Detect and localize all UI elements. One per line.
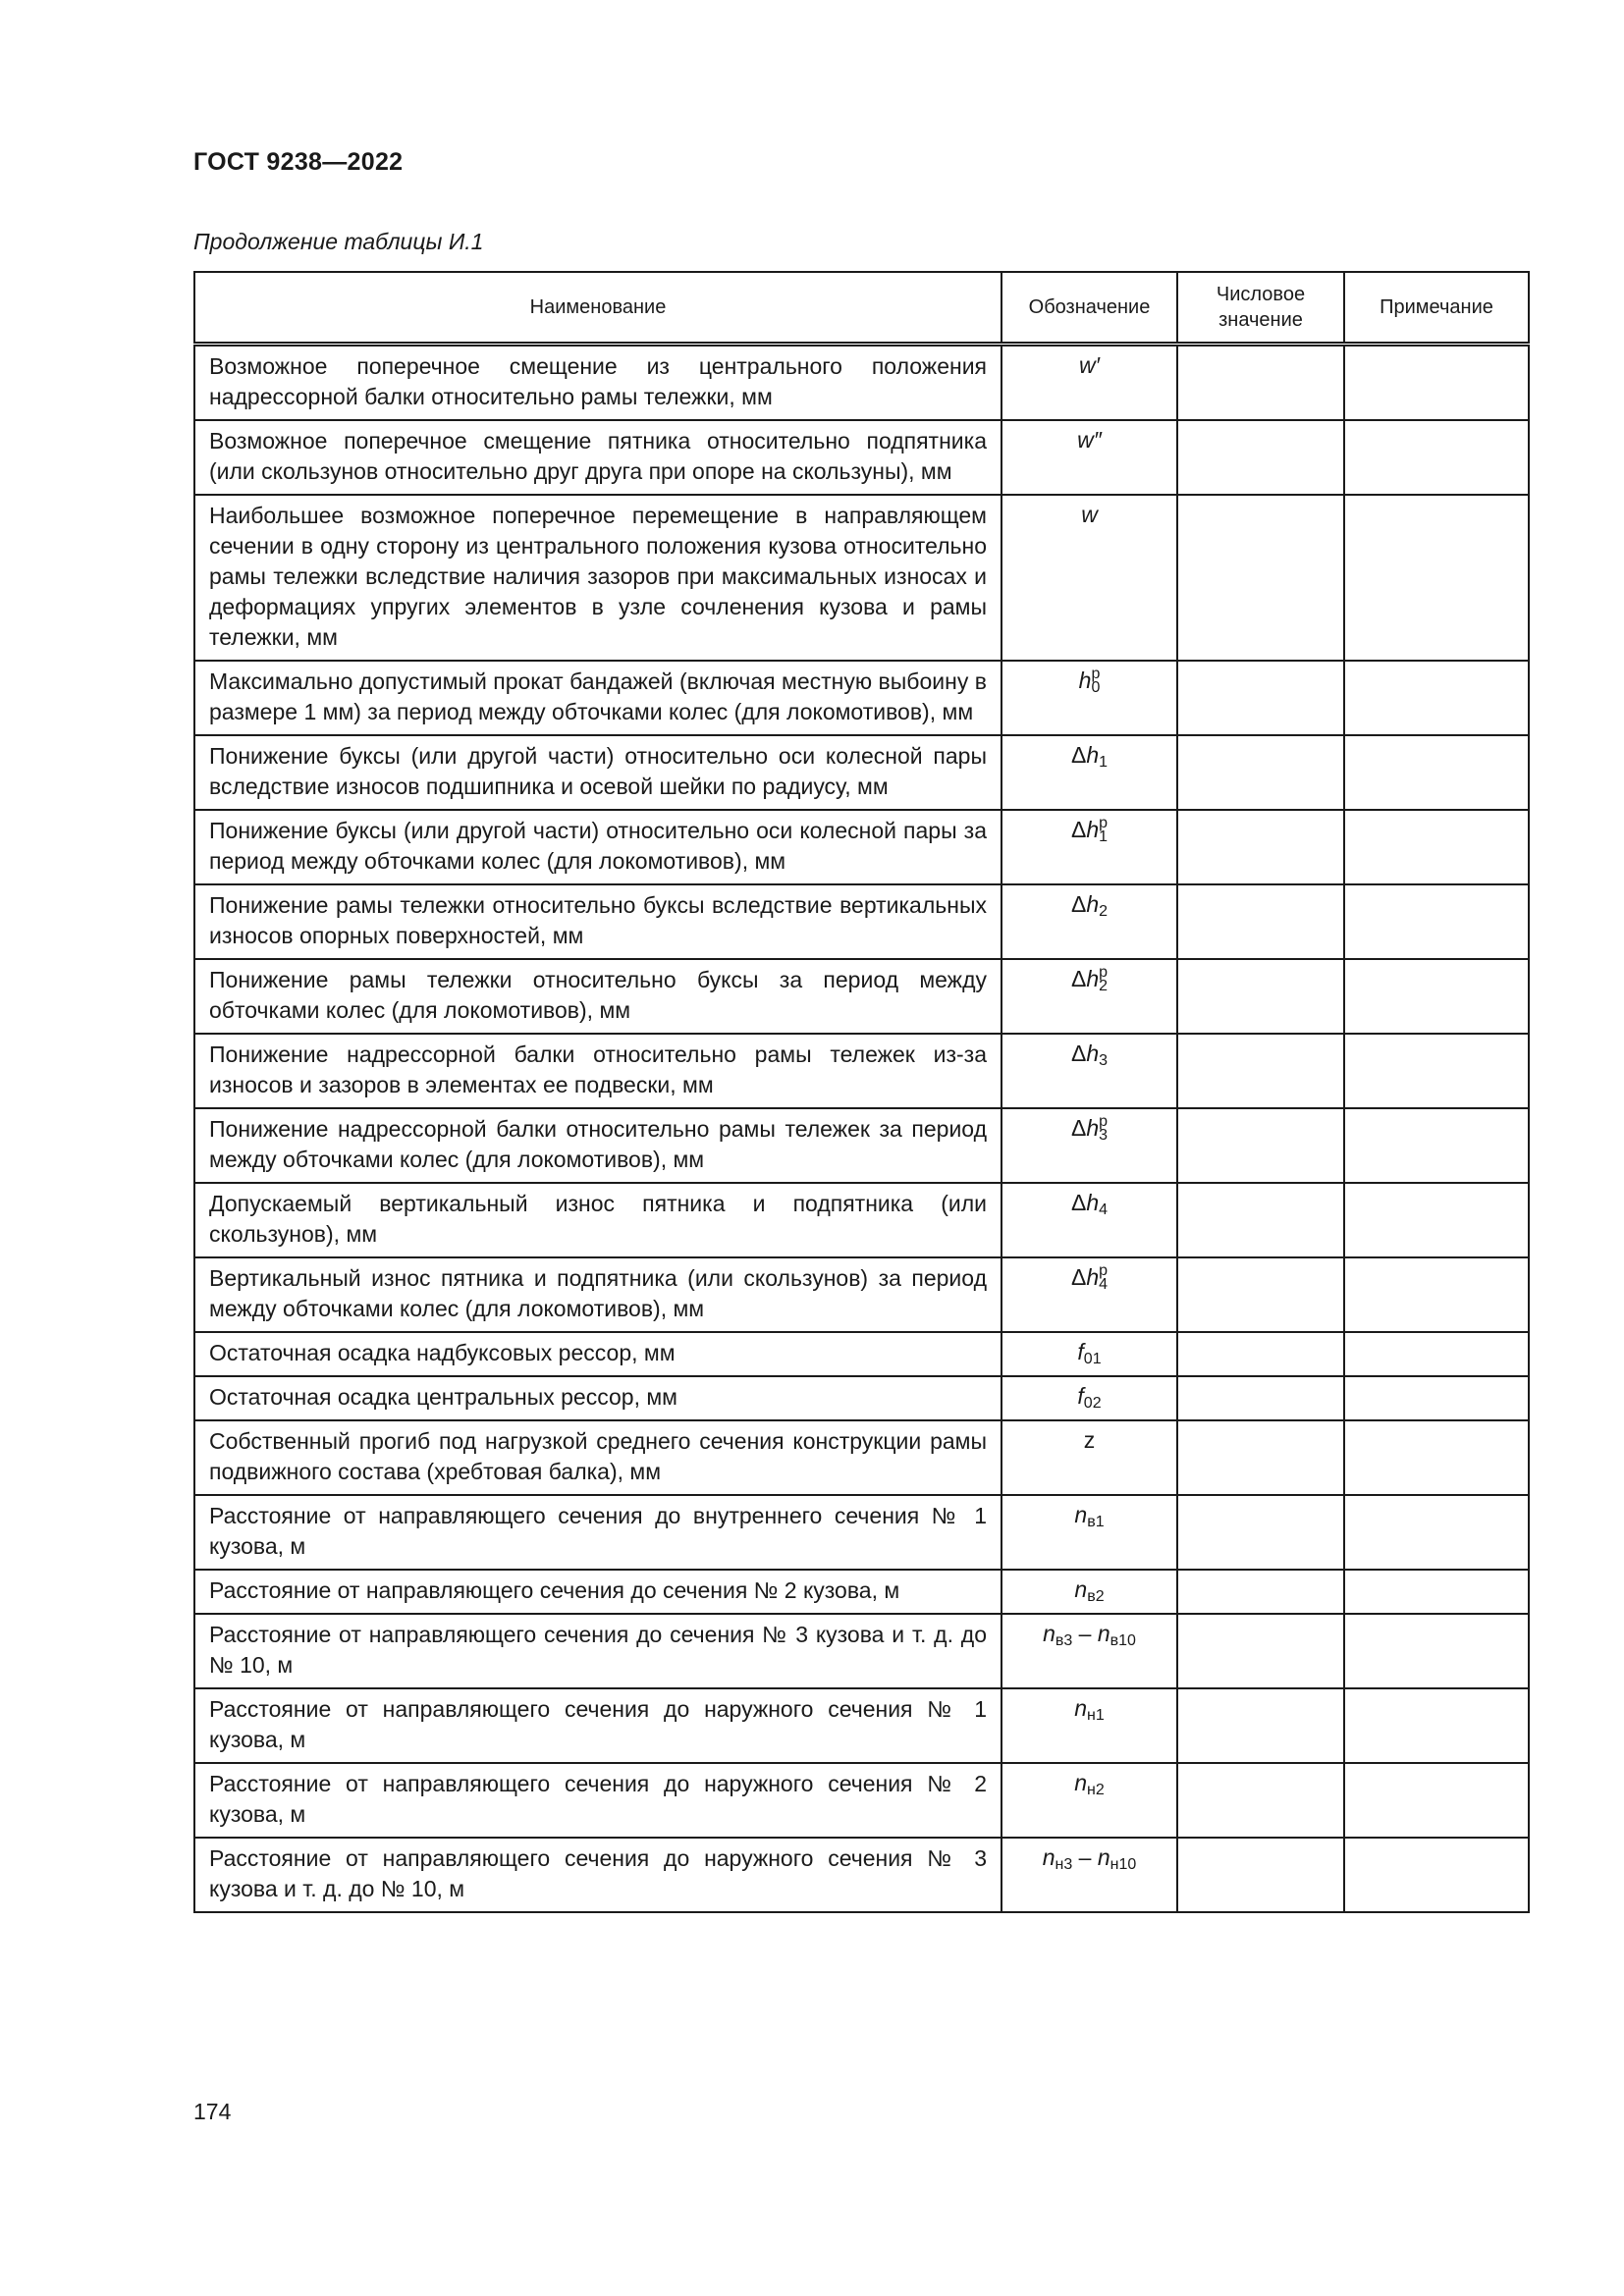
designation-subscript: в10 bbox=[1110, 1632, 1136, 1649]
parameter-name: Расстояние от направляющего сечения до наружного сечения № 2 кузова, м bbox=[194, 1763, 1001, 1838]
designation-symbol: f bbox=[1077, 1383, 1084, 1409]
document-code: ГОСТ 9238—2022 bbox=[193, 148, 404, 176]
table-row bbox=[194, 1332, 1529, 1376]
designation-subscript: в1 bbox=[1087, 1514, 1105, 1530]
parameter-designation bbox=[1001, 1108, 1177, 1183]
designation-symbol: n bbox=[1074, 1576, 1088, 1602]
designation-subscript: 2 bbox=[1099, 978, 1109, 994]
designation-indices bbox=[1099, 1115, 1108, 1143]
table-row bbox=[194, 810, 1529, 884]
designation-subscript: н10 bbox=[1110, 1856, 1137, 1873]
numeric-value-cell bbox=[1177, 1257, 1344, 1332]
table-row bbox=[194, 735, 1529, 810]
parameter-designation bbox=[1001, 1376, 1177, 1420]
parameter-name: Максимально допустимый прокат бандажей (включая местную выбоину в размере 1 мм) за период между обточками колес (для локомотивов), мм bbox=[194, 661, 1001, 735]
parameter-designation bbox=[1001, 1838, 1177, 1912]
note-cell bbox=[1344, 345, 1529, 421]
table-row bbox=[194, 345, 1529, 421]
note-cell bbox=[1344, 810, 1529, 884]
table-row bbox=[194, 1257, 1529, 1332]
designation-symbol: h bbox=[1086, 1041, 1100, 1066]
note-cell bbox=[1344, 1614, 1529, 1688]
parameter-name: Вертикальный износ пятника и подпятника (или скользунов) за период между обточками колес (для локомотивов), мм bbox=[194, 1257, 1001, 1332]
parameter-designation bbox=[1001, 345, 1177, 421]
note-cell bbox=[1344, 735, 1529, 810]
designation-symbol: n bbox=[1074, 1695, 1088, 1721]
note-cell bbox=[1344, 661, 1529, 735]
parameter-name: Понижение рамы тележки относительно буксы вследствие вертикальных износов опорных поверхностей, мм bbox=[194, 884, 1001, 959]
designation-subscript: н2 bbox=[1087, 1782, 1105, 1798]
parameter-designation bbox=[1001, 884, 1177, 959]
note-cell bbox=[1344, 1108, 1529, 1183]
designation-superscript: р bbox=[1091, 666, 1101, 682]
designation-subscript: 4 bbox=[1099, 1201, 1109, 1218]
designation-symbol: h bbox=[1086, 1115, 1100, 1141]
parameter-designation bbox=[1001, 1570, 1177, 1614]
column-header-name: Наименование bbox=[194, 272, 1001, 345]
numeric-value-cell bbox=[1177, 884, 1344, 959]
table-row bbox=[194, 1420, 1529, 1495]
numeric-value-cell bbox=[1177, 1838, 1344, 1912]
note-cell bbox=[1344, 420, 1529, 495]
note-cell bbox=[1344, 1688, 1529, 1763]
designation-subscript: 02 bbox=[1083, 1395, 1102, 1412]
designation-symbol: n bbox=[1097, 1844, 1110, 1870]
numeric-value-cell bbox=[1177, 1034, 1344, 1108]
numeric-value-cell bbox=[1177, 1614, 1344, 1688]
column-header-designation: Обозначение bbox=[1001, 272, 1177, 345]
numeric-value-cell bbox=[1177, 1376, 1344, 1420]
designation-symbol: w″ bbox=[1077, 427, 1102, 453]
parameter-designation bbox=[1001, 1420, 1177, 1495]
parameter-name: Остаточная осадка центральных рессор, мм bbox=[194, 1376, 1001, 1420]
note-cell bbox=[1344, 1838, 1529, 1912]
numeric-value-cell bbox=[1177, 1763, 1344, 1838]
designation-subscript: в3 bbox=[1055, 1632, 1073, 1649]
parameter-name: Допускаемый вертикальный износ пятника и подпятника (или скользунов), мм bbox=[194, 1183, 1001, 1257]
designation-symbol: h bbox=[1086, 817, 1100, 842]
table-row bbox=[194, 1495, 1529, 1570]
table-row bbox=[194, 1838, 1529, 1912]
parameter-designation bbox=[1001, 1332, 1177, 1376]
designation-indices bbox=[1099, 817, 1108, 844]
parameter-designation bbox=[1001, 1614, 1177, 1688]
designation-prefix: Δ bbox=[1070, 1264, 1087, 1290]
table-row bbox=[194, 1183, 1529, 1257]
parameter-name: Расстояние от направляющего сечения до наружного сечения № 3 кузова и т. д. до № 10, м bbox=[194, 1838, 1001, 1912]
designation-indices bbox=[1091, 667, 1100, 695]
designation-subscript: 2 bbox=[1099, 903, 1109, 920]
designation-subscript: н3 bbox=[1055, 1856, 1073, 1873]
page-number: 174 bbox=[193, 2099, 232, 2124]
note-cell bbox=[1344, 959, 1529, 1034]
table-row bbox=[194, 1108, 1529, 1183]
designation-symbol: h bbox=[1078, 667, 1092, 693]
designation-prefix: Δ bbox=[1070, 742, 1087, 768]
designation-superscript: р bbox=[1099, 964, 1109, 981]
column-header-note: Примечание bbox=[1344, 272, 1529, 345]
column-header-numeric-value bbox=[1177, 272, 1344, 345]
note-cell bbox=[1344, 495, 1529, 661]
numeric-value-cell bbox=[1177, 810, 1344, 884]
numeric-value-cell bbox=[1177, 735, 1344, 810]
designation-subscript: в2 bbox=[1087, 1588, 1105, 1605]
numeric-value-cell bbox=[1177, 1495, 1344, 1570]
numeric-value-cell bbox=[1177, 1570, 1344, 1614]
note-cell bbox=[1344, 1034, 1529, 1108]
designation-symbol: n bbox=[1097, 1621, 1110, 1646]
table-row bbox=[194, 495, 1529, 661]
parameter-name: Наибольшее возможное поперечное перемещение в направляющем сечении в одну сторону из центрального положения кузова относительно рамы тележки вследствие наличия зазоров при максимальных износах и деформациях упругих элементов в узле сочленения кузова и рамы тележки, мм bbox=[194, 495, 1001, 661]
designation-symbol: z bbox=[1083, 1427, 1096, 1453]
designation-symbol: w bbox=[1081, 502, 1098, 527]
table-row bbox=[194, 1034, 1529, 1108]
table-row bbox=[194, 959, 1529, 1034]
table-continuation-caption: Продолжение таблицы И.1 bbox=[193, 229, 484, 254]
designation-indices bbox=[1099, 966, 1108, 993]
parameter-designation bbox=[1001, 959, 1177, 1034]
parameter-name: Понижение буксы (или другой части) относительно оси колесной пары за период между обточками колес (для локомотивов), мм bbox=[194, 810, 1001, 884]
parameter-name: Возможное поперечное смещение из центрального положения надрессорной балки относительно рамы тележки, мм bbox=[194, 345, 1001, 421]
table-row bbox=[194, 1763, 1529, 1838]
designation-symbol: h bbox=[1086, 891, 1100, 917]
table-row bbox=[194, 420, 1529, 495]
column-header-numeric-value-text: Числовое значение bbox=[1216, 284, 1306, 331]
parameter-name: Остаточная осадка надбуксовых рессор, мм bbox=[194, 1332, 1001, 1376]
parameter-designation bbox=[1001, 1183, 1177, 1257]
numeric-value-cell bbox=[1177, 1183, 1344, 1257]
designation-subscript: 3 bbox=[1099, 1052, 1109, 1069]
designation-superscript: р bbox=[1099, 1262, 1109, 1279]
parameter-designation bbox=[1001, 1034, 1177, 1108]
numeric-value-cell bbox=[1177, 661, 1344, 735]
designation-subscript: 3 bbox=[1099, 1127, 1109, 1144]
designation-subscript: 1 bbox=[1099, 754, 1109, 771]
parameter-name: Понижение надрессорной балки относительно рамы тележек за период между обточками колес (для локомотивов), мм bbox=[194, 1108, 1001, 1183]
parameter-designation bbox=[1001, 420, 1177, 495]
designation-symbol: w′ bbox=[1079, 352, 1100, 378]
numeric-value-cell bbox=[1177, 1108, 1344, 1183]
parameter-name: Возможное поперечное смещение пятника относительно подпятника (или скользунов относительно друг друга при опоре на скользуны), мм bbox=[194, 420, 1001, 495]
numeric-value-cell bbox=[1177, 420, 1344, 495]
designation-symbol: f bbox=[1077, 1339, 1084, 1364]
parameters-table bbox=[193, 271, 1530, 1913]
numeric-value-cell bbox=[1177, 1332, 1344, 1376]
parameter-name: Понижение буксы (или другой части) относительно оси колесной пары вследствие износов подшипника и осевой шейки по радиусу, мм bbox=[194, 735, 1001, 810]
numeric-value-cell bbox=[1177, 1420, 1344, 1495]
parameter-designation bbox=[1001, 735, 1177, 810]
designation-subscript: 1 bbox=[1099, 828, 1109, 845]
table-header-row bbox=[194, 272, 1529, 345]
table-row bbox=[194, 1614, 1529, 1688]
parameter-name: Понижение надрессорной балки относительно рамы тележек из-за износов и зазоров в элементах ее подвески, мм bbox=[194, 1034, 1001, 1108]
designation-symbol: h bbox=[1086, 742, 1100, 768]
parameter-name: Расстояние от направляющего сечения до наружного сечения № 1 кузова, м bbox=[194, 1688, 1001, 1763]
designation-prefix: Δ bbox=[1070, 891, 1087, 917]
designation-subscript: 01 bbox=[1083, 1351, 1102, 1367]
designation-symbol: n bbox=[1074, 1502, 1088, 1527]
parameter-designation bbox=[1001, 1257, 1177, 1332]
designation-symbol: n bbox=[1042, 1844, 1056, 1870]
note-cell bbox=[1344, 884, 1529, 959]
designation-symbol: h bbox=[1086, 966, 1100, 991]
table-row bbox=[194, 884, 1529, 959]
designation-range-dash: – bbox=[1072, 1844, 1098, 1870]
parameter-designation bbox=[1001, 1688, 1177, 1763]
parameter-name: Расстояние от направляющего сечения до внутреннего сечения № 1 кузова, м bbox=[194, 1495, 1001, 1570]
note-cell bbox=[1344, 1763, 1529, 1838]
note-cell bbox=[1344, 1376, 1529, 1420]
parameter-designation bbox=[1001, 810, 1177, 884]
parameter-name: Расстояние от направляющего сечения до сечения № 2 кузова, м bbox=[194, 1570, 1001, 1614]
parameter-name: Понижение рамы тележки относительно буксы за период между обточками колес (для локомотивов), мм bbox=[194, 959, 1001, 1034]
numeric-value-cell bbox=[1177, 495, 1344, 661]
parameter-designation bbox=[1001, 661, 1177, 735]
designation-superscript: р bbox=[1099, 815, 1109, 831]
parameter-designation bbox=[1001, 495, 1177, 661]
note-cell bbox=[1344, 1495, 1529, 1570]
designation-superscript: р bbox=[1099, 1113, 1109, 1130]
designation-prefix: Δ bbox=[1070, 1190, 1087, 1215]
table-row bbox=[194, 1570, 1529, 1614]
note-cell bbox=[1344, 1332, 1529, 1376]
parameter-designation bbox=[1001, 1763, 1177, 1838]
designation-range-dash: – bbox=[1072, 1621, 1098, 1646]
designation-prefix: Δ bbox=[1070, 1115, 1087, 1141]
numeric-value-cell bbox=[1177, 1688, 1344, 1763]
designation-indices bbox=[1099, 1264, 1108, 1292]
numeric-value-cell bbox=[1177, 959, 1344, 1034]
designation-symbol: n bbox=[1074, 1770, 1088, 1795]
note-cell bbox=[1344, 1570, 1529, 1614]
designation-symbol: h bbox=[1086, 1190, 1100, 1215]
parameter-designation bbox=[1001, 1495, 1177, 1570]
note-cell bbox=[1344, 1420, 1529, 1495]
table-row bbox=[194, 661, 1529, 735]
designation-subscript: 4 bbox=[1099, 1276, 1109, 1293]
parameter-name: Расстояние от направляющего сечения до сечения № 3 кузова и т. д. до № 10, м bbox=[194, 1614, 1001, 1688]
designation-prefix: Δ bbox=[1070, 966, 1087, 991]
designation-symbol: h bbox=[1086, 1264, 1100, 1290]
designation-subscript: н1 bbox=[1087, 1707, 1105, 1724]
designation-prefix: Δ bbox=[1070, 1041, 1087, 1066]
designation-symbol: n bbox=[1043, 1621, 1056, 1646]
note-cell bbox=[1344, 1257, 1529, 1332]
table-row bbox=[194, 1688, 1529, 1763]
note-cell bbox=[1344, 1183, 1529, 1257]
designation-subscript: 0 bbox=[1091, 679, 1101, 696]
table-row bbox=[194, 1376, 1529, 1420]
numeric-value-cell bbox=[1177, 345, 1344, 421]
designation-prefix: Δ bbox=[1070, 817, 1087, 842]
parameter-name: Собственный прогиб под нагрузкой среднего сечения конструкции рамы подвижного состава (хребтовая балка), мм bbox=[194, 1420, 1001, 1495]
